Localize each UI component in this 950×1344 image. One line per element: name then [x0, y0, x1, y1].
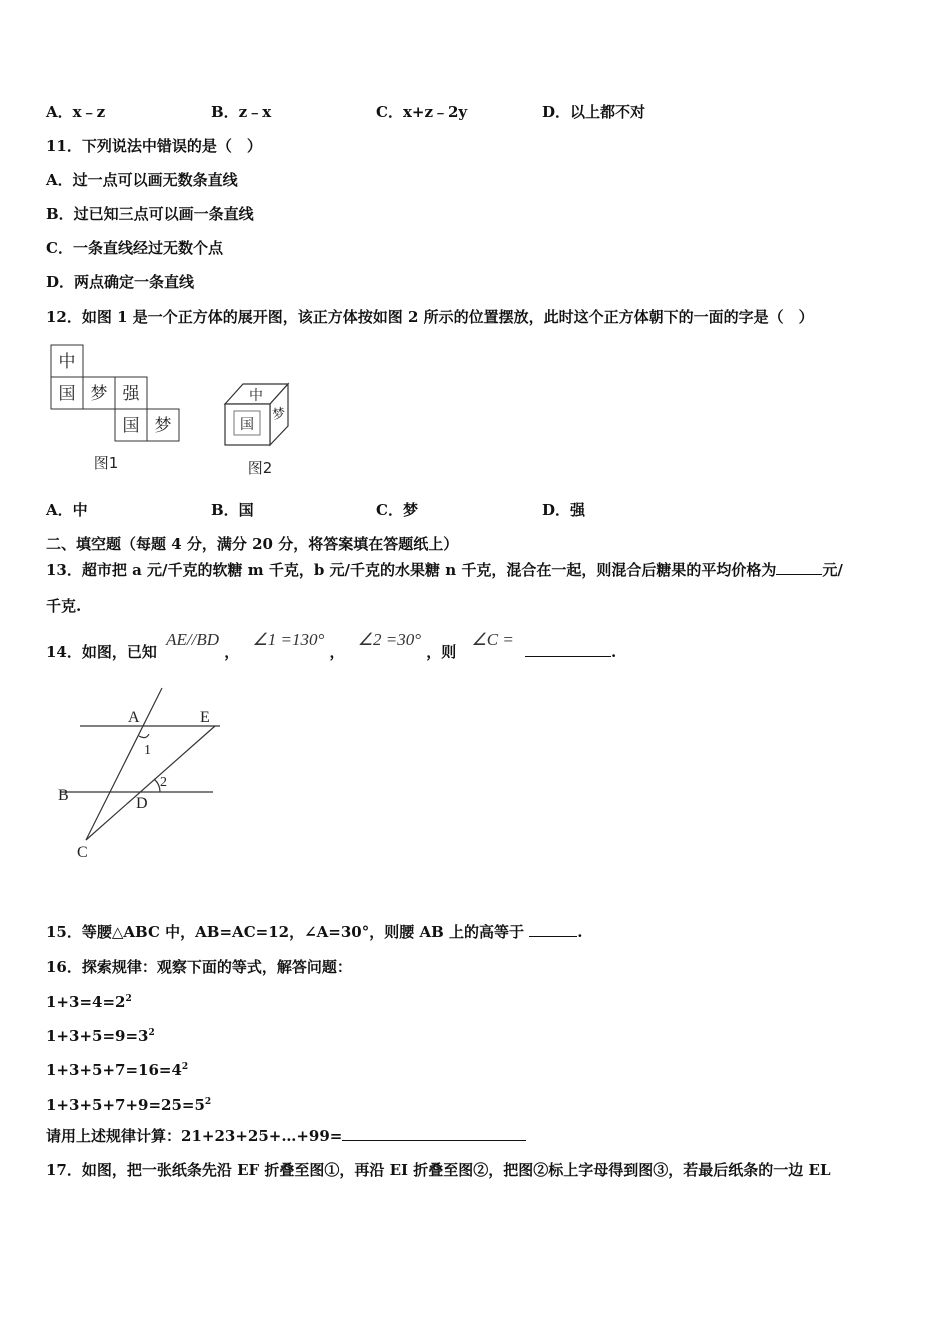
fig1-caption: 图1 [93, 454, 119, 472]
q14-end: . [611, 643, 617, 661]
q14-sep-3: ，则 [426, 643, 457, 661]
net-cell-2: 国 [58, 384, 76, 404]
q12-option-c: C．梦 [376, 501, 418, 519]
angle-1-arc [139, 734, 149, 738]
q16-eq-4-text: 1+3+5+7+9=25=5 [46, 1096, 205, 1114]
line-ac [86, 688, 162, 840]
q14-geometry-figure [50, 680, 230, 870]
q17-text: 17．如图，把一张纸条先沿 EF 折叠至图①，再沿 EI 折叠至图②，把图②标上字母得到图③，若最后纸条的一边 EL [46, 1161, 831, 1179]
q15-end: . [577, 923, 583, 941]
label-angle-1: 1 [144, 743, 151, 758]
q14-math-angle-c: ∠C = [471, 630, 514, 649]
q11-option-d: D．两点确定一条直线 [46, 273, 195, 291]
q14-sep-1: ， [224, 643, 240, 661]
q11-option-c: C．一条直线经过无数个点 [46, 239, 223, 257]
q12-stem: 12．如图 1 是一个正方体的展开图，该正方体按如图 2 所示的位置摆放，此时这个正方体朝下的一面的字是（ ） [46, 308, 814, 326]
q15-line [46, 922, 582, 942]
q16-ask-line [46, 1126, 526, 1146]
q13-line-2: 千克. [46, 597, 82, 615]
q11-option-b: B．过已知三点可以画一条直线 [46, 205, 254, 223]
q16-eq-2-exp: 2 [148, 1028, 155, 1038]
q15-answer-blank[interactable] [529, 922, 577, 937]
q16-eq-4-exp: 2 [204, 1097, 212, 1107]
q13-unit: 元/ [822, 561, 843, 579]
q11-option-a: A．过一点可以画无数条直线 [46, 171, 238, 189]
q13-line-1 [46, 560, 843, 580]
label-d: D [136, 795, 148, 812]
q16-eq-1-exp: 2 [125, 994, 132, 1004]
q16-stem: 16．探索规律：观察下面的等式，解答问题： [46, 958, 352, 976]
net-cell-5: 国 [122, 416, 140, 436]
q14-math-ae-bd: AE//BD [166, 630, 219, 649]
q14-math-angle-2: ∠2 =30° [357, 630, 421, 649]
q16-answer-blank[interactable] [342, 1126, 526, 1141]
q11-stem: 11．下列说法中错误的是（ ） [46, 137, 262, 155]
q16-eq-2 [46, 1023, 155, 1046]
label-angle-2: 2 [160, 775, 167, 790]
q13-answer-blank[interactable] [776, 560, 822, 575]
label-e: E [200, 709, 210, 726]
q12-option-b: B．国 [211, 501, 254, 519]
cube-side-face: 梦 [271, 405, 287, 424]
section-2-heading: 二、填空题（每题 4 分，满分 20 分，将答案填在答题纸上） [46, 535, 459, 553]
q10-option-d: D．以上都不对 [542, 103, 646, 121]
q16-eq-3-text: 1+3+5+7=16=4 [46, 1061, 182, 1079]
q16-eq-1-text: 1+3=4=2 [46, 993, 126, 1011]
q16-eq-4 [46, 1092, 211, 1115]
net-cell-3: 梦 [90, 384, 108, 404]
cube-front-face: 国 [240, 417, 254, 433]
q10-option-c: C．x+z﹣2y [376, 103, 468, 121]
q16-eq-3 [46, 1057, 188, 1080]
net-cell-6: 梦 [154, 416, 172, 436]
label-b: B [58, 787, 69, 804]
cube-top-face: 中 [249, 388, 263, 404]
q15-text: 15．等腰△ABC 中，AB=AC=12，∠A=30°，则腰 AB 上的高等于 [46, 923, 524, 941]
q14-line [46, 630, 617, 662]
q14-math-angle-1: ∠1 =130° [252, 630, 325, 649]
label-a: A [128, 709, 140, 726]
q14-prefix: 14．如图，已知 [46, 643, 157, 661]
q16-eq-1 [46, 989, 132, 1012]
q12-option-a: A．中 [46, 501, 88, 519]
q10-option-a: A．x﹣z [46, 103, 106, 121]
label-c: C [77, 844, 88, 861]
q10-option-b: B．z﹣x [211, 103, 272, 121]
q14-sep-2: ， [329, 643, 345, 661]
q12-option-d: D．强 [542, 501, 586, 519]
q12-figure-1-cube-net [46, 340, 186, 480]
net-cell-1: 中 [58, 352, 76, 372]
q16-eq-2-text: 1+3+5=9=3 [46, 1027, 149, 1045]
net-cell-4: 强 [122, 384, 140, 404]
q16-eq-3-exp: 2 [181, 1062, 189, 1072]
q14-answer-blank[interactable] [525, 642, 611, 657]
q16-ask: 请用上述规律计算：21+23+25+…+99= [46, 1127, 343, 1145]
q12-figure-2-cube [220, 378, 300, 478]
fig2-caption: 图2 [247, 459, 273, 477]
q13-text: 13．超市把 a 元/千克的软糖 m 千克，b 元/千克的水果糖 n 千克，混合在一起，则混合后糖果的平均价格为 [46, 561, 777, 579]
